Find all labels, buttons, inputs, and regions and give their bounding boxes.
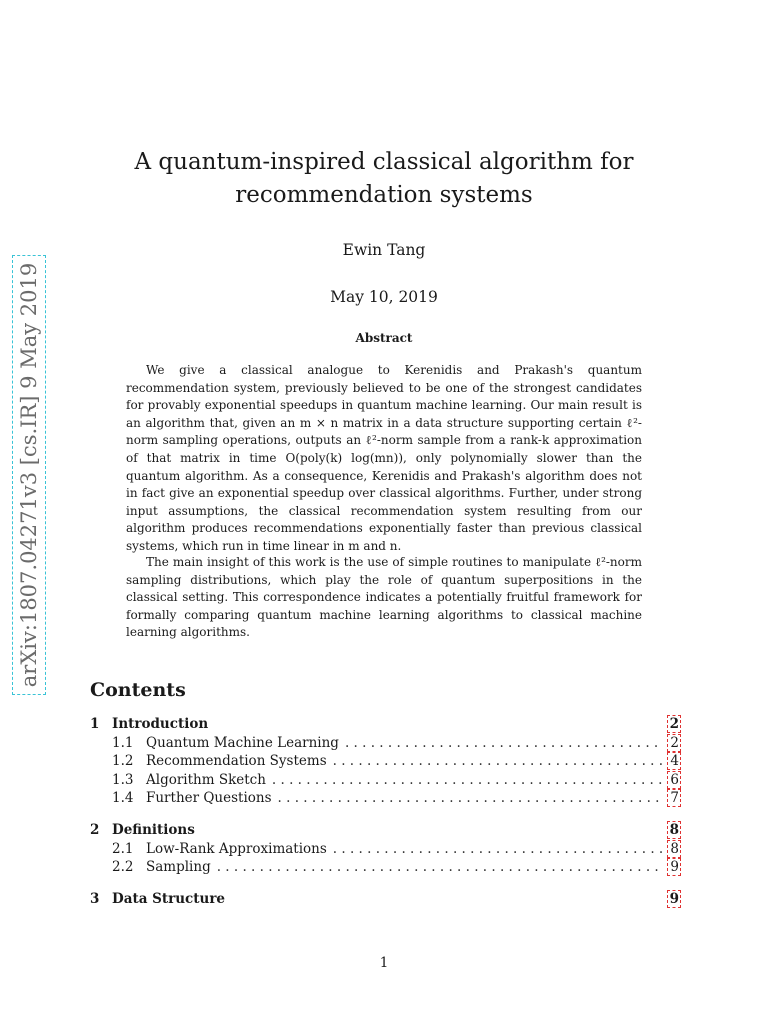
toc-label: Introduction: [112, 716, 209, 732]
toc-entry[interactable]: [90, 891, 680, 910]
toc-number: 1.3: [112, 771, 134, 788]
abstract-paragraph-1: We give a classical analogue to Kerenidis and Prakash's quantum recommendation system, previously believed to be one of the strongest candidates for provably exponential speedups in quantum machine learning. Our main result is an algorithm that, given an m × n matrix in a data structure supporting certain ℓ²-norm sampling operations, outputs an ℓ²-norm sample from a rank-k approximation of that matrix in time O(poly(k) log(mn)), only polynomially slower than the quantum algorithm. As a consequence, Kerenidis and Prakash's algorithm does not in fact give an exponential speedup over classical algorithms. Further, under strong input assumptions, the classical recommendation system resulting from our algorithm produces recommendations exponentially faster than previous classical systems, which run in time linear in m and n.: [126, 363, 642, 553]
title-line-2: recommendation systems: [235, 182, 533, 208]
toc-number: 2: [90, 821, 100, 838]
toc-label: Low-Rank Approximations: [146, 840, 327, 857]
toc-leader: [217, 859, 662, 875]
toc-page-link[interactable]: 6: [668, 772, 680, 788]
toc-number: 2.1: [112, 840, 134, 857]
toc-entry[interactable]: [90, 735, 680, 754]
contents-heading: Contents: [90, 679, 186, 701]
toc-page-link[interactable]: 2: [669, 716, 679, 732]
toc-leader: [333, 753, 662, 769]
paper-date: May 10, 2019: [330, 288, 438, 306]
toc-page-link[interactable]: 8: [668, 841, 680, 857]
abstract-paragraph-2: The main insight of this work is the use of simple routines to manipulate ℓ²-norm sampling distributions, which play the role of quantum superpositions in the classical setting. This correspondence indicates a potentially fruitful framework for formally comparing quantum machine learning algorithms to classical machine learning algorithms.: [126, 555, 642, 640]
toc-label: Further Questions: [146, 790, 272, 807]
title-line-1: A quantum-inspired classical algorithm for: [134, 149, 634, 175]
page-number: 1: [379, 955, 389, 971]
toc-label: Definitions: [112, 821, 195, 838]
toc-label: Data Structure: [112, 890, 226, 907]
toc-page-link[interactable]: 8: [669, 821, 679, 838]
toc-number: 1: [90, 716, 100, 732]
arxiv-identifier: arXiv:1807.04271v3 [cs.IR] 9 May 2019: [17, 262, 41, 688]
toc-page-link[interactable]: 7: [668, 790, 680, 806]
toc-entry[interactable]: [90, 716, 680, 735]
toc-page-link[interactable]: 9: [668, 859, 680, 875]
toc-page-link[interactable]: 9: [669, 890, 679, 907]
paper-title: [100, 146, 668, 212]
toc-entry[interactable]: [90, 790, 680, 809]
toc-page-link[interactable]: 4: [668, 753, 680, 769]
table-of-contents: [90, 716, 680, 909]
toc-label: Algorithm Sketch: [146, 771, 266, 788]
toc-entry[interactable]: [90, 753, 680, 772]
abstract-heading: Abstract: [355, 331, 413, 345]
toc-label: Quantum Machine Learning: [146, 734, 339, 751]
toc-number: 1.4: [112, 790, 134, 807]
toc-number: 2.2: [112, 859, 134, 876]
toc-page-link[interactable]: 2: [668, 735, 680, 751]
toc-label: Sampling: [146, 859, 211, 876]
toc-number: 3: [90, 890, 100, 907]
toc-number: 1.1: [112, 734, 134, 751]
toc-entry[interactable]: [90, 859, 680, 878]
toc-leader: [272, 772, 662, 788]
toc-entry[interactable]: [90, 822, 680, 841]
toc-leader: [333, 841, 662, 857]
toc-label: Recommendation Systems: [146, 753, 327, 770]
author-name: Ewin Tang: [342, 241, 426, 259]
toc-entry[interactable]: [90, 841, 680, 860]
toc-number: 1.2: [112, 753, 134, 770]
toc-leader: [345, 735, 662, 751]
toc-entry[interactable]: [90, 772, 680, 791]
toc-leader: [278, 790, 662, 806]
